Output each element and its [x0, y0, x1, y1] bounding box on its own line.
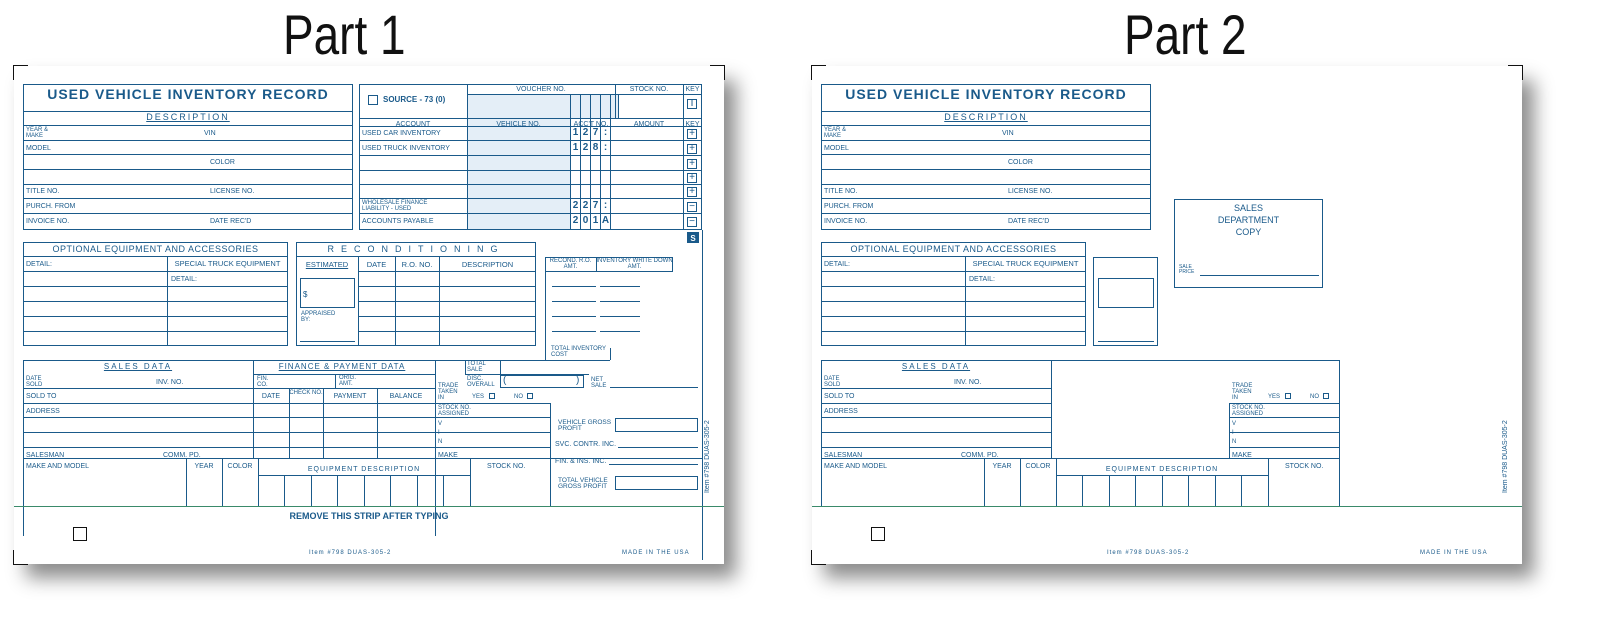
acct-digit: 0 — [582, 215, 589, 226]
inv-no-label: INV. NO. — [156, 379, 184, 386]
amount-header: AMOUNT — [633, 121, 665, 128]
recond-ro-amt-label: RECOND. R.O. AMT. — [549, 258, 592, 270]
color-col-label: COLOR — [1025, 463, 1051, 470]
ro-no-header: R.O. NO. — [401, 260, 433, 269]
pay-date-header: DATE — [261, 393, 281, 400]
copy-label: COPY — [1235, 227, 1262, 237]
plus-key-icon: + — [687, 173, 697, 183]
finance-payment-heading — [253, 363, 431, 370]
no-label: NO — [1310, 394, 1319, 400]
remove-strip-label: REMOVE THIS STRIP AFTER TYPING — [289, 511, 449, 521]
crop-mark — [1508, 65, 1523, 80]
special-truck-label: SPECIAL TRUCK EQUIPMENT — [174, 259, 281, 268]
acct-digit: : — [603, 127, 608, 138]
total-sale-label: TOTAL SALE — [467, 361, 486, 373]
account-label: ACCOUNTS PAYABLE — [362, 218, 434, 225]
source-checkbox[interactable] — [368, 95, 378, 105]
acct-digit: 2 — [582, 127, 589, 138]
key-label: KEY — [685, 86, 700, 93]
description-heading — [821, 114, 1151, 121]
color-label: COLOR — [210, 159, 235, 166]
date-sold-label: DATE SOLD — [26, 376, 43, 388]
make-label: MAKE — [438, 452, 458, 459]
description-header: DESCRIPTION — [461, 260, 514, 269]
stock-no-bottom-label: STOCK NO. — [487, 463, 526, 470]
invoice-no-label: INVOICE NO. — [824, 218, 868, 225]
stock-no-assigned-label: STOCK NO. ASSIGNED — [438, 405, 471, 417]
title-no-label: TITLE NO. — [824, 188, 858, 195]
account-label: USED CAR INVENTORY — [362, 130, 441, 137]
paren-open: ( — [503, 375, 507, 386]
inv-no-label: INV. NO. — [954, 379, 982, 386]
department-label: DEPARTMENT — [1217, 215, 1280, 225]
sold-to-label: SOLD TO — [824, 393, 855, 400]
strip-checkbox[interactable] — [73, 527, 87, 541]
minus-key-icon: − — [687, 217, 697, 227]
detail-label: DETAIL: — [824, 261, 850, 268]
crop-mark — [710, 65, 725, 80]
trade-no-checkbox[interactable] — [1323, 393, 1329, 399]
crop-mark — [13, 65, 28, 80]
special-truck-label: SPECIAL TRUCK EQUIPMENT — [972, 259, 1079, 268]
fin-co-label: FIN. CO. — [257, 376, 269, 388]
balance-header: BALANCE — [389, 393, 423, 400]
key-info-icon: I — [687, 99, 697, 109]
vertical-item-code: Item #798 DUAS-305-2 — [704, 420, 711, 493]
purch-from-label: PURCH. FROM — [26, 203, 76, 210]
vehicle-gross-profit-field[interactable] — [615, 418, 698, 432]
crop-mark — [13, 550, 28, 565]
vehicle-no-header: VEHICLE NO. — [496, 121, 541, 128]
purch-from-label: PURCH. FROM — [824, 203, 874, 210]
footer-made-in-usa: MADE IN THE USA — [622, 550, 690, 556]
acct-digit: : — [603, 142, 608, 153]
sale-price-label: SALE PRICE — [1179, 264, 1195, 275]
reconditioning-heading: RECONDITIONING — [327, 244, 505, 254]
model-label: MODEL — [824, 145, 849, 152]
acct-digit: 2 — [572, 215, 579, 226]
source-label: SOURCE - 73 (0) — [383, 95, 446, 104]
s-key-icon: S — [687, 232, 699, 243]
make-and-model-label: MAKE AND MODEL — [26, 463, 90, 470]
year-make-label: YEAR & MAKE — [26, 127, 49, 139]
vin-label: VIN — [1002, 130, 1014, 137]
date-recd-label: DATE REC'D — [1008, 218, 1050, 225]
inventory-write-down-label: INVENTORY WRITE DOWN AMT. — [596, 258, 673, 270]
acct-no-header: ACC'T NO. — [573, 121, 609, 128]
footer-item-code: Item #798 DUAS-305-2 — [1107, 550, 1190, 556]
vin-i-label: I — [1232, 430, 1234, 436]
appraised-by-label: APPRAISED BY: — [301, 311, 336, 323]
acct-digit: 7 — [592, 200, 599, 211]
acct-digit: 8 — [592, 142, 599, 153]
description-heading-text: DESCRIPTION — [146, 112, 230, 122]
acct-digit: 7 — [592, 127, 599, 138]
account-row — [359, 214, 702, 229]
trade-yes-checkbox[interactable] — [489, 393, 495, 399]
key-header: KEY — [685, 121, 700, 128]
year-label: YEAR — [194, 463, 214, 470]
trade-taken-in-label: TRADE TAKEN IN — [438, 383, 459, 401]
part1-form — [14, 66, 724, 564]
sold-to-label: SOLD TO — [26, 393, 57, 400]
sales-data-heading — [23, 363, 253, 370]
finance-payment-text: FINANCE & PAYMENT DATA — [278, 362, 406, 371]
account-label: USED TRUCK INVENTORY — [362, 145, 450, 152]
trade-no-checkbox[interactable] — [527, 393, 533, 399]
minus-key-icon: − — [687, 202, 697, 212]
optional-equipment-heading: OPTIONAL EQUIPMENT AND ACCESSORIES — [52, 244, 259, 254]
account-header: ACCOUNT — [395, 121, 431, 128]
date-recd-label: DATE REC'D — [210, 218, 252, 225]
no-label: NO — [514, 394, 523, 400]
vin-v-label: V — [1232, 421, 1237, 427]
crop-mark — [811, 65, 826, 80]
make-label: MAKE — [1232, 452, 1252, 459]
sales-data-heading — [821, 363, 1051, 370]
address-label: ADDRESS — [26, 408, 60, 415]
color-col-label: COLOR — [227, 463, 253, 470]
year-make-label: YEAR & MAKE — [824, 127, 847, 139]
detail-label: DETAIL: — [26, 261, 52, 268]
license-no-label: LICENSE NO. — [1008, 188, 1053, 195]
vin-v-label: V — [438, 421, 443, 427]
payment-header: PAYMENT — [333, 393, 367, 400]
orig-amt-label: ORIG. AMT. — [339, 375, 357, 387]
trade-taken-in-label: TRADE TAKEN IN — [1232, 383, 1253, 401]
stock-no-assigned-label: STOCK NO. ASSIGNED — [1232, 405, 1265, 417]
footer-made-in-usa: MADE IN THE USA — [1420, 550, 1488, 556]
form-title: USED VEHICLE INVENTORY RECORD — [47, 86, 329, 102]
check-no-header: CHECK NO. — [289, 390, 323, 396]
fin-ins-inc-label: FIN. & INS. INC. — [555, 458, 607, 465]
net-sale-label: NET SALE — [591, 377, 607, 389]
account-row — [359, 185, 702, 199]
estimated-text: ESTIMATED — [305, 260, 349, 269]
trade-yes-checkbox[interactable] — [1285, 393, 1291, 399]
salesman-label: SALESMAN — [824, 452, 863, 459]
vertical-item-code: Item #798 DUAS-305-2 — [1502, 420, 1509, 493]
part1-title: Part 1 — [283, 3, 406, 66]
acct-digit: : — [603, 200, 608, 211]
plus-key-icon: + — [687, 144, 697, 154]
vin-n-label: N — [1232, 439, 1237, 445]
yes-label: YES — [1268, 394, 1281, 400]
voucher-no-label: VOUCHER NO. — [516, 86, 566, 93]
vin-n-label: N — [438, 439, 443, 445]
comm-pd-label: COMM. PD. — [961, 452, 999, 459]
estimated-header — [298, 261, 356, 268]
disc-overall-label: DISC. OVERALL — [467, 376, 495, 388]
estimated-amount-box[interactable] — [300, 278, 355, 308]
part2-title: Part 2 — [1124, 3, 1247, 66]
part2-form — [812, 66, 1522, 564]
paren-close: ) — [576, 375, 580, 386]
date-header: DATE — [366, 260, 387, 269]
acct-digit: A — [601, 215, 610, 226]
plus-key-icon: + — [687, 159, 697, 169]
equipment-description-label: EQUIPMENT DESCRIPTION — [1105, 466, 1219, 473]
equipment-description-label: EQUIPMENT DESCRIPTION — [307, 466, 421, 473]
total-vehicle-gross-field[interactable] — [615, 476, 698, 490]
license-no-label: LICENSE NO. — [210, 188, 255, 195]
yes-label: YES — [472, 394, 485, 400]
account-row — [359, 141, 702, 156]
account-label: WHOLESALE FINANCE LIABILITY - USED — [362, 200, 428, 212]
year-label: YEAR — [992, 463, 1012, 470]
comm-pd-label: COMM. PD. — [163, 452, 201, 459]
vehicle-gross-profit-label: VEHICLE GROSS PROFIT — [558, 419, 612, 432]
account-row — [359, 126, 702, 141]
vin-label: VIN — [204, 130, 216, 137]
strip-checkbox[interactable] — [871, 527, 885, 541]
sales-data-text: SALES DATA — [103, 362, 173, 371]
color-label: COLOR — [1008, 159, 1033, 166]
plus-key-icon: + — [687, 129, 697, 139]
plus-key-icon: + — [687, 187, 697, 197]
acct-digit: 2 — [582, 200, 589, 211]
date-sold-label: DATE SOLD — [824, 376, 841, 388]
description-heading-text: DESCRIPTION — [944, 112, 1028, 122]
detail-truck-label: DETAIL: — [969, 276, 995, 283]
vin-i-label: I — [438, 430, 440, 436]
form-title: USED VEHICLE INVENTORY RECORD — [845, 86, 1127, 102]
account-row — [359, 199, 702, 214]
model-label: MODEL — [26, 145, 51, 152]
acct-digit: 2 — [582, 142, 589, 153]
sales-label: SALES — [1233, 203, 1264, 213]
make-and-model-label: MAKE AND MODEL — [824, 463, 888, 470]
footer-item-code: Item #798 DUAS-305-2 — [309, 550, 392, 556]
total-vehicle-gross-label: TOTAL VEHICLE GROSS PROFIT — [558, 477, 608, 490]
dollar-sign: $ — [303, 290, 308, 299]
acct-digit: 1 — [572, 127, 579, 138]
stock-no-bottom-label: STOCK NO. — [1285, 463, 1324, 470]
address-label: ADDRESS — [824, 408, 858, 415]
description-heading — [23, 114, 353, 121]
optional-equipment-heading: OPTIONAL EQUIPMENT AND ACCESSORIES — [850, 244, 1057, 254]
disc-overall-field[interactable] — [500, 375, 584, 388]
salesman-label: SALESMAN — [26, 452, 65, 459]
crop-mark — [811, 550, 826, 565]
total-inventory-cost-label: TOTAL INVENTORY COST — [551, 346, 606, 358]
title-no-label: TITLE NO. — [26, 188, 60, 195]
acct-digit: 1 — [572, 142, 579, 153]
account-row — [359, 171, 702, 185]
sales-data-text: SALES DATA — [901, 362, 971, 371]
invoice-no-label: INVOICE NO. — [26, 218, 70, 225]
account-row — [359, 156, 702, 171]
detail-truck-label: DETAIL: — [171, 276, 197, 283]
svc-contr-inc-label: SVC. CONTR. INC. — [555, 441, 617, 448]
acct-digit: 2 — [572, 200, 579, 211]
acct-digit: 1 — [592, 215, 599, 226]
estimated-amount-box[interactable] — [1098, 278, 1154, 308]
stock-no-label: STOCK NO. — [629, 86, 669, 93]
